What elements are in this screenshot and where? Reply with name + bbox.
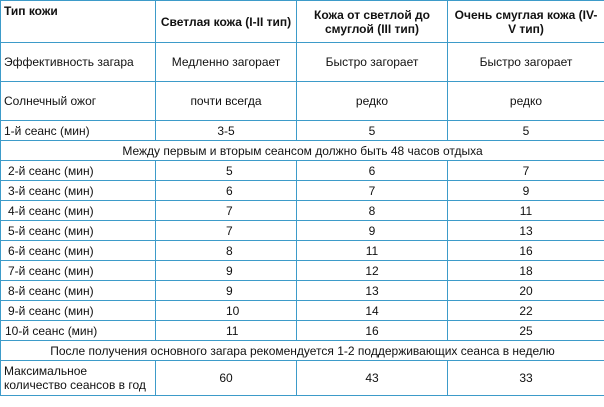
table-row bbox=[1, 261, 604, 281]
table-row bbox=[1, 181, 604, 201]
row-label: Максимальное количество сеансов в год bbox=[1, 361, 156, 396]
cell-medium: Быстро загорает bbox=[297, 43, 448, 82]
cell-medium: 12 bbox=[297, 261, 448, 281]
cell-light: 10 bbox=[156, 301, 297, 321]
rest-note: Между первым и вторым сеансом должно быть 48 часов отдыха bbox=[1, 141, 604, 161]
cell-medium: 43 bbox=[297, 361, 448, 396]
cell-light: 8 bbox=[156, 241, 297, 261]
table-row bbox=[1, 321, 604, 341]
table-row bbox=[1, 241, 604, 261]
row-label: 5-й сеанс (мин) bbox=[1, 221, 156, 241]
row-label: Эффективность загара bbox=[1, 43, 156, 82]
header-light-skin: Светлая кожа (I-II тип) bbox=[156, 1, 297, 43]
row-label: 4-й сеанс (мин) bbox=[1, 201, 156, 221]
header-skin-type: Тип кожи bbox=[1, 1, 156, 43]
cell-light: 6 bbox=[156, 181, 297, 201]
cell-dark: 5 bbox=[448, 121, 604, 141]
cell-medium: 13 bbox=[297, 281, 448, 301]
table-row bbox=[1, 201, 604, 221]
header-row bbox=[1, 1, 604, 43]
cell-medium: 9 bbox=[297, 221, 448, 241]
cell-dark: 22 bbox=[448, 301, 604, 321]
maintenance-note: После получения основного загара рекомендуется 1-2 поддерживающих сеанса в неделю bbox=[1, 341, 604, 361]
cell-light: 11 bbox=[156, 321, 297, 341]
cell-dark: редко bbox=[448, 82, 604, 121]
cell-light: 3-5 bbox=[156, 121, 297, 141]
cell-light: почти всегда bbox=[156, 82, 297, 121]
cell-medium: 14 bbox=[297, 301, 448, 321]
cell-dark: 33 bbox=[448, 361, 604, 396]
table-row bbox=[1, 281, 604, 301]
note-row bbox=[1, 341, 604, 361]
row-label: 7-й сеанс (мин) bbox=[1, 261, 156, 281]
cell-dark: 13 bbox=[448, 221, 604, 241]
cell-dark: 9 bbox=[448, 181, 604, 201]
table-row bbox=[1, 121, 604, 141]
table-row bbox=[1, 82, 604, 121]
cell-medium: 7 bbox=[297, 181, 448, 201]
cell-dark: 7 bbox=[448, 161, 604, 181]
cell-medium: 5 bbox=[297, 121, 448, 141]
cell-dark: 18 bbox=[448, 261, 604, 281]
cell-light: Медленно загорает bbox=[156, 43, 297, 82]
row-label: 10-й сеанс (мин) bbox=[1, 321, 156, 341]
table-row bbox=[1, 161, 604, 181]
cell-light: 9 bbox=[156, 261, 297, 281]
cell-medium: редко bbox=[297, 82, 448, 121]
row-label: Солнечный ожог bbox=[1, 82, 156, 121]
header-dark-skin: Очень смуглая кожа (IV-V тип) bbox=[448, 1, 604, 43]
cell-dark: 25 bbox=[448, 321, 604, 341]
cell-light: 5 bbox=[156, 161, 297, 181]
row-label: 1-й сеанс (мин) bbox=[1, 121, 156, 141]
cell-dark: 11 bbox=[448, 201, 604, 221]
row-label: 3-й сеанс (мин) bbox=[1, 181, 156, 201]
cell-medium: 16 bbox=[297, 321, 448, 341]
table-row bbox=[1, 43, 604, 82]
row-label: 6-й сеанс (мин) bbox=[1, 241, 156, 261]
row-label: 8-й сеанс (мин) bbox=[1, 281, 156, 301]
cell-medium: 11 bbox=[297, 241, 448, 261]
table-row bbox=[1, 221, 604, 241]
table-row bbox=[1, 301, 604, 321]
cell-medium: 6 bbox=[297, 161, 448, 181]
cell-light: 60 bbox=[156, 361, 297, 396]
cell-dark: Быстро загорает bbox=[448, 43, 604, 82]
cell-medium: 8 bbox=[297, 201, 448, 221]
cell-light: 7 bbox=[156, 201, 297, 221]
note-row bbox=[1, 141, 604, 161]
cell-dark: 16 bbox=[448, 241, 604, 261]
cell-light: 7 bbox=[156, 221, 297, 241]
cell-light: 9 bbox=[156, 281, 297, 301]
row-label: 2-й сеанс (мин) bbox=[1, 161, 156, 181]
header-medium-skin: Кожа от светлой до смуглой (III тип) bbox=[297, 1, 448, 43]
cell-dark: 20 bbox=[448, 281, 604, 301]
table-row bbox=[1, 361, 604, 396]
row-label: 9-й сеанс (мин) bbox=[1, 301, 156, 321]
